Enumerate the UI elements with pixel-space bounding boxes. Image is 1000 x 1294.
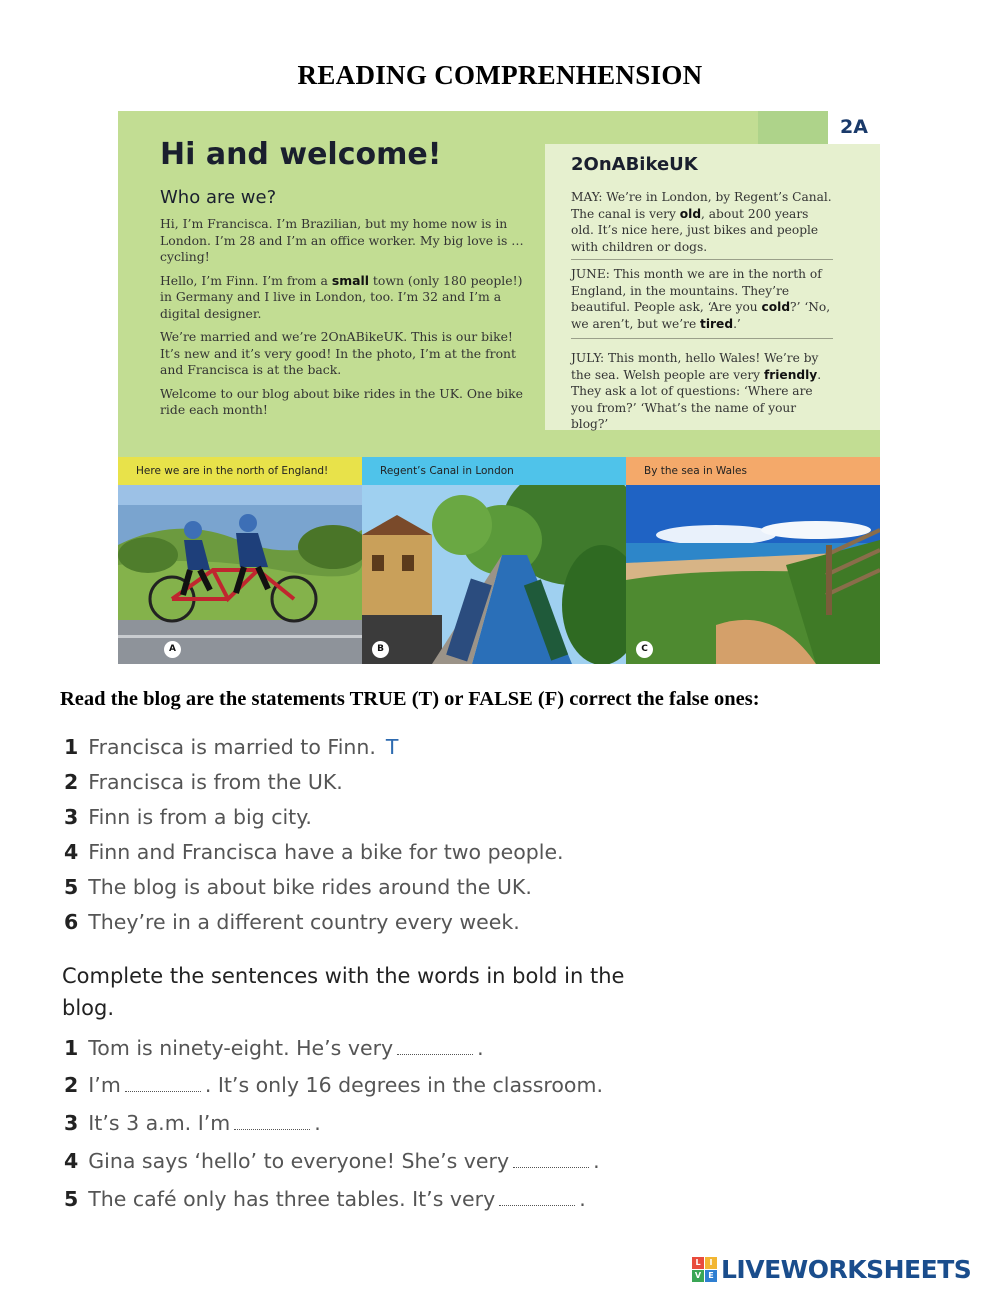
blog-entry-june: JUNE: This month we are in the north of England, in the mountains. They’re beautiful. People ask, ‘Are you cold?’ ‘No, we aren’t, but we’re tired.’ xyxy=(571,267,831,331)
divider xyxy=(571,338,833,339)
item-text-after: . xyxy=(579,1187,586,1211)
blog-box xyxy=(545,144,880,430)
complete-item xyxy=(64,1149,600,1173)
blank-field[interactable] xyxy=(125,1077,201,1092)
photo-letter-c: C xyxy=(636,641,653,658)
blog-paragraph: Hello, I’m Finn. I’m from a small town (only 180 people!) in Germany and I live in London, too. I’m 32 and I’m a digital designer. xyxy=(160,272,523,321)
item-number: 4 xyxy=(64,1149,79,1173)
tf-item xyxy=(64,805,322,829)
item-number: 5 xyxy=(64,1187,79,1211)
complete-item xyxy=(64,1111,321,1135)
box-title: 2OnABikeUK xyxy=(571,154,698,175)
item-text-after: . xyxy=(314,1111,321,1135)
unit-badge: 2A xyxy=(828,111,880,144)
logo-icon xyxy=(692,1257,717,1282)
item-text-before: Gina says ‘hello’ to everyone! She’s very xyxy=(88,1149,510,1173)
blog-entry-may: MAY: We’re in London, by Regent’s Canal. The canal is very old, about 200 years old. It’s nice here, just bikes and people with children or dogs. xyxy=(571,190,832,254)
complete-heading: Complete the sentences with the words in bold in the blog. xyxy=(62,964,625,1020)
item-text-after: . It’s only 16 degrees in the classroom. xyxy=(204,1073,603,1097)
item-number: 5 xyxy=(64,875,79,899)
item-text-before: It’s 3 a.m. I’m xyxy=(88,1111,231,1135)
liveworksheets-logo xyxy=(692,1255,971,1283)
tf-item xyxy=(64,735,398,759)
caption-c: By the sea in Wales xyxy=(626,457,880,485)
item-text: The blog is about bike rides around the UK. xyxy=(88,875,532,899)
caption-a: Here we are in the north of England! xyxy=(118,457,362,485)
item-number: 2 xyxy=(64,770,79,794)
item-number: 6 xyxy=(64,910,79,934)
blog-intro-text xyxy=(160,216,530,426)
caption-b: Regent’s Canal in London xyxy=(362,457,626,485)
item-number: 1 xyxy=(64,735,79,759)
textbook-page xyxy=(118,111,880,664)
item-text: Finn and Francisca have a bike for two people. xyxy=(88,840,564,864)
tf-item xyxy=(64,875,542,899)
blank-field[interactable] xyxy=(397,1040,473,1055)
tf-item xyxy=(64,840,574,864)
blog-entry-july: JULY: This month, hello Wales! We’re by the sea. Welsh people are very friendly. They ask a lot of questions: ‘Where are you from?’ ‘What’s the name of your blog?’ xyxy=(571,351,822,432)
item-text-before: The café only has three tables. It’s very xyxy=(88,1187,496,1211)
photo-letter-a: A xyxy=(164,641,181,658)
blog-paragraph: We’re married and we’re 2OnABikeUK. This is our bike! It’s new and it’s very good! In the photo, I’m at the front and Francisca is at the back. xyxy=(160,329,516,377)
tf-item xyxy=(64,910,530,934)
badge-strip xyxy=(758,111,828,144)
item-text: They’re in a different country every week. xyxy=(88,910,520,934)
blog-paragraph: Welcome to our blog about bike rides in the UK. One bike ride each month! xyxy=(160,385,523,417)
answer-field[interactable]: T xyxy=(385,735,399,759)
item-text: Finn is from a big city. xyxy=(88,805,312,829)
logo-cube: I xyxy=(705,1257,717,1269)
page-title: READING COMPRENHENSION xyxy=(297,60,703,90)
blog-subheading: Who are we? xyxy=(160,187,277,208)
blog-heading: Hi and welcome! xyxy=(160,137,442,172)
photo-tandem-bike xyxy=(118,485,362,664)
item-text-after: . xyxy=(593,1149,600,1173)
item-text: Francisca is from the UK. xyxy=(88,770,343,794)
item-text: Francisca is married to Finn. xyxy=(88,735,376,759)
logo-cube: E xyxy=(705,1270,717,1282)
item-number: 1 xyxy=(64,1036,79,1060)
photo-regents-canal xyxy=(362,485,626,664)
blank-field[interactable] xyxy=(234,1115,310,1130)
blank-field[interactable] xyxy=(499,1191,575,1206)
blog-paragraph: Hi, I’m Francisca. I’m Brazilian, but my home now is in London. I’m 28 and I’m an office worker. My big love is … cycling! xyxy=(160,216,524,264)
tf-instruction: Read the blog are the statements TRUE (T) or FALSE (F) correct the false ones: xyxy=(60,688,760,710)
logo-cube: V xyxy=(692,1270,704,1282)
photo-letter-b: B xyxy=(372,641,389,658)
complete-item xyxy=(64,1036,484,1060)
item-number: 2 xyxy=(64,1073,79,1097)
item-text-before: I’m xyxy=(88,1073,121,1097)
item-text-before: Tom is ninety-eight. He’s very xyxy=(88,1036,394,1060)
item-number: 3 xyxy=(64,1111,79,1135)
logo-cube: L xyxy=(692,1257,704,1269)
complete-item xyxy=(64,1073,603,1097)
blank-field[interactable] xyxy=(513,1153,589,1168)
tf-item xyxy=(64,770,353,794)
divider xyxy=(571,259,833,260)
item-text-after: . xyxy=(477,1036,484,1060)
item-number: 3 xyxy=(64,805,79,829)
complete-item xyxy=(64,1187,586,1211)
logo-text: LIVEWORKSHEETS xyxy=(721,1254,972,1284)
item-number: 4 xyxy=(64,840,79,864)
photo-wales-sea xyxy=(626,485,880,664)
